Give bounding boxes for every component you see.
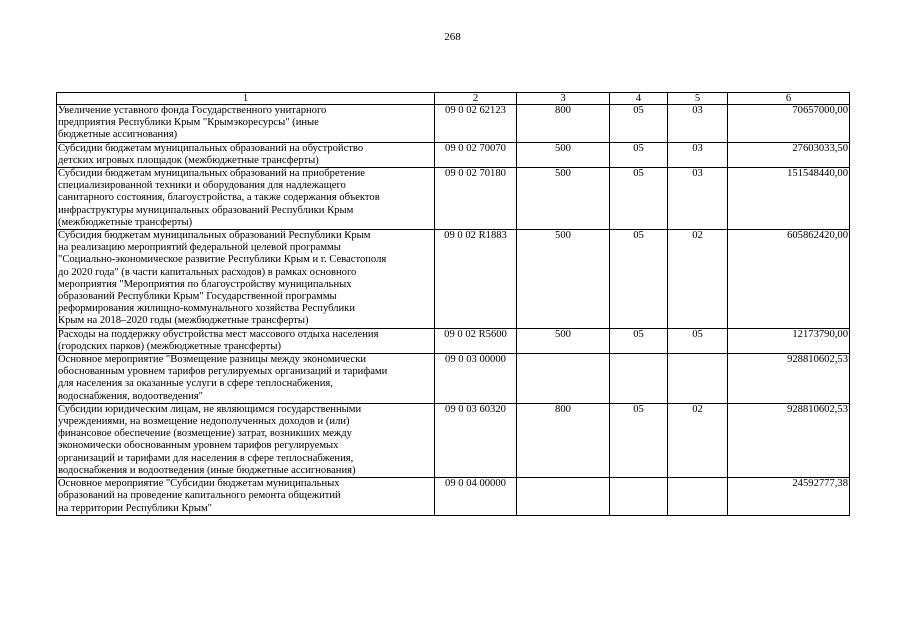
table-row — [57, 230, 850, 329]
table-row — [57, 354, 850, 404]
row-code: 09 0 02 70180 — [435, 168, 517, 230]
row-section: 05 — [610, 142, 668, 167]
column-header-5: 5 — [668, 93, 728, 105]
row-section: 05 — [610, 105, 668, 143]
table-row — [57, 168, 850, 230]
row-section: 05 — [610, 328, 668, 353]
row-subsection: 02 — [668, 403, 728, 477]
row-subsection: 03 — [668, 105, 728, 143]
row-name: Расходы на поддержку обустройства мест массового отдыха населения (городских парков) (межбюджетные трансферты) — [57, 328, 435, 353]
row-subsection: 03 — [668, 168, 728, 230]
row-code: 09 0 03 60320 — [435, 403, 517, 477]
row-type: 500 — [517, 328, 610, 353]
row-name: Субсидии бюджетам муниципальных образований на приобретение специализированной техники и оборудования для надлежащего санитарного состояния, благоустройства, а также содержания объектов инфраструктуры муниципальных образований Республики Крым (межбюджетные трансферты) — [57, 168, 435, 230]
table-row — [57, 478, 850, 516]
row-amount: 12173790,00 — [728, 328, 850, 353]
row-amount: 151548440,00 — [728, 168, 850, 230]
table-row — [57, 105, 850, 143]
row-type: 500 — [517, 230, 610, 329]
row-subsection — [668, 354, 728, 404]
table-row — [57, 142, 850, 167]
row-name: Основное мероприятие "Субсидии бюджетам муниципальных образований на проведение капитального ремонта общежитий на территории Республики Крым" — [57, 478, 435, 516]
row-code: 09 0 03 00000 — [435, 354, 517, 404]
row-type: 500 — [517, 168, 610, 230]
row-amount: 605862420,00 — [728, 230, 850, 329]
row-name: Субсидия бюджетам муниципальных образований Республики Крым на реализацию мероприятий федеральной целевой программы "Социально-экономическое развитие Республики Крым и г. Севастополя до 2020 года" (в части капитальных расходов) в рамках основного мероприятия "Мероприятия по благоустройству муниципальных образований Республики Крым" Государственной программы реформирования жилищно-коммунального хозяйства Республики Крым на 2018–2020 годы (межбюджетные трансферты) — [57, 230, 435, 329]
row-type: 800 — [517, 403, 610, 477]
row-section: 05 — [610, 168, 668, 230]
row-code: 09 0 02 R5600 — [435, 328, 517, 353]
row-type — [517, 478, 610, 516]
row-name: Увеличение уставного фонда Государственного унитарного предприятия Республики Крым "Крымэкоресурсы" (иные бюджетные ассигнования) — [57, 105, 435, 143]
row-amount: 70657000,00 — [728, 105, 850, 143]
row-amount: 928810602,53 — [728, 403, 850, 477]
table-row — [57, 328, 850, 353]
column-header-4: 4 — [610, 93, 668, 105]
row-code: 09 0 02 62123 — [435, 105, 517, 143]
row-subsection — [668, 478, 728, 516]
row-code: 09 0 02 70070 — [435, 142, 517, 167]
row-name: Основное мероприятие "Возмещение разницы между экономически обоснованным уровнем тарифов регулируемых организаций и тарифами для населения за оказанные услуги в сфере теплоснабжения, водоснабжения, водоотведения" — [57, 354, 435, 404]
row-code: 09 0 04 00000 — [435, 478, 517, 516]
budget-table — [56, 92, 850, 516]
row-subsection: 02 — [668, 230, 728, 329]
column-header-6: 6 — [728, 93, 850, 105]
page-number: 268 — [444, 31, 461, 43]
row-type — [517, 354, 610, 404]
row-section: 05 — [610, 403, 668, 477]
row-section — [610, 354, 668, 404]
row-subsection: 05 — [668, 328, 728, 353]
row-name: Субсидии юридическим лицам, не являющимся государственными учреждениями, на возмещение недополученных доходов и (или) финансовое обеспечение (возмещение) затрат, возникших между экономически обоснованным уровнем тарифов регулируемых организаций и тарифами для населения в сфере теплоснабжения, водоснабжения и водоотведения (иные бюджетные ассигнования) — [57, 403, 435, 477]
row-type: 800 — [517, 105, 610, 143]
row-type: 500 — [517, 142, 610, 167]
row-code: 09 0 02 R1883 — [435, 230, 517, 329]
row-subsection: 03 — [668, 142, 728, 167]
row-amount: 24592777,38 — [728, 478, 850, 516]
row-amount: 27603033,50 — [728, 142, 850, 167]
row-name: Субсидии бюджетам муниципальных образований на обустройство детских игровых площадок (межбюджетные трансферты) — [57, 142, 435, 167]
column-header-1: 1 — [57, 93, 435, 105]
column-header-3: 3 — [517, 93, 610, 105]
column-header-2: 2 — [435, 93, 517, 105]
table-header-row — [57, 93, 850, 105]
table-row — [57, 403, 850, 477]
row-section: 05 — [610, 230, 668, 329]
row-amount: 928810602,53 — [728, 354, 850, 404]
row-section — [610, 478, 668, 516]
